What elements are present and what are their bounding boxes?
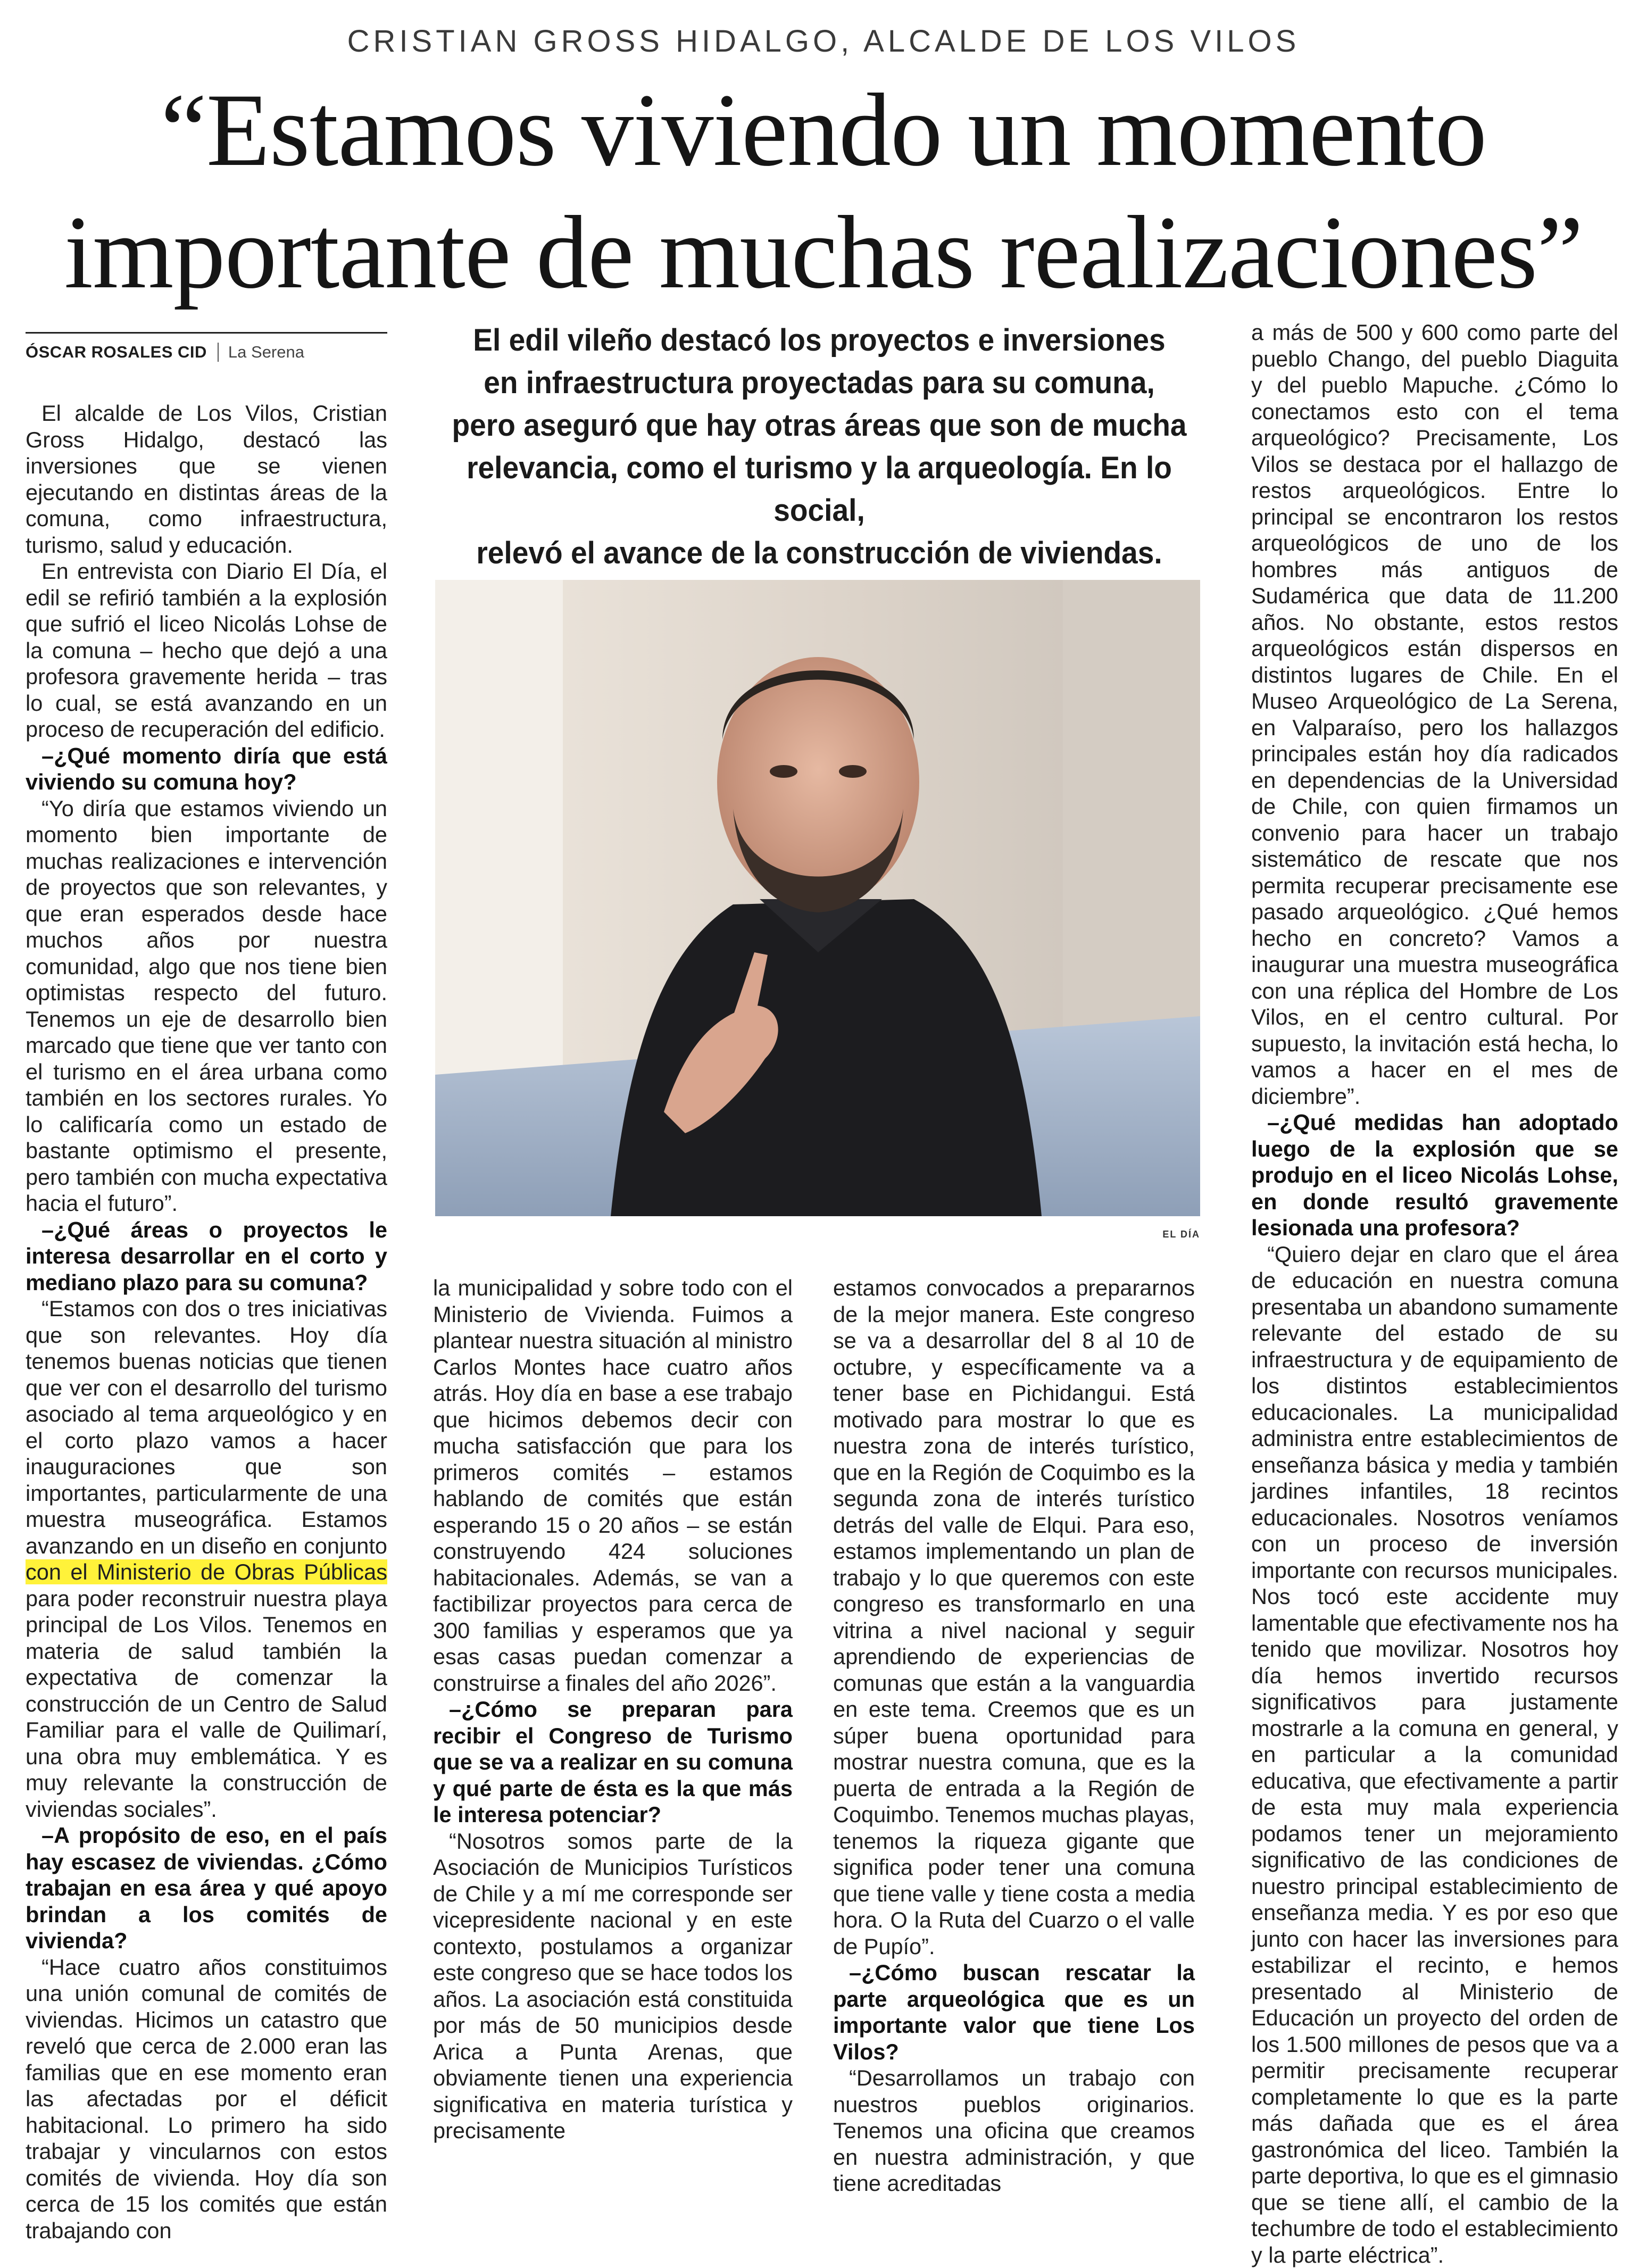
photo-illustration xyxy=(435,580,1200,1216)
lead-line: relevancia, como el turismo y la arqueología. En lo social, xyxy=(445,447,1193,532)
column-3 xyxy=(833,1275,1195,2197)
interview-question: –¿Qué áreas o proyectos le interesa desarrollar en el corto y mediano plazo para su comuna? xyxy=(26,1217,387,1296)
headline-line-1: “Estamos viviendo un momento xyxy=(21,69,1626,192)
byline xyxy=(26,332,387,363)
interview-answer-continued: a más de 500 y 600 como parte del pueblo Chango, del pueblo Diaguita y del pueblo Mapuche. ¿Cómo lo conectamos esto con el tema arqueológico? Precisamente, Los Vilos se destaca por el hallazgo de restos arqueológicos. Entre lo principal se encontraron los restos arqueológicos de uno de los hombres más antiguos de Sudamérica que data de 11.200 años. No obstante, estos restos arqueológicos están dispersos en distintos lugares de Chile. En el Museo Arqueológico de La Serena, en Valparaíso, pero los hallazgos principales están hoy día radicados en dependencias de la Universidad de Chile, con quien firmamos un convenio para hacer un trabajo sistemático de rescate que nos permita recuperar precisamente ese pasado arqueológico. ¿Qué hemos hecho en concreto? Vamos a inaugurar una muestra museográfica con una réplica del Hombre de Los Vilos, en el centro cultural. Por supuesto, la invitación está hecha, lo vamos a hacer en el mes de diciembre”. xyxy=(1251,319,1618,1109)
lead-line: relevó el avance de la construcción de viviendas. xyxy=(445,532,1193,575)
interview-answer: “Desarrollamos un trabajo con nuestros pueblos originarios. Tenemos una oficina que creamos en nuestra administración, y que tiene acreditadas xyxy=(833,2065,1195,2197)
lead-line: El edil vileño destacó los proyectos e inversiones xyxy=(445,319,1193,362)
interview-question: –¿Cómo se preparan para recibir el Congreso de Turismo que se va a realizar en su comuna y qué parte de ésta es la que más le interesa potenciar? xyxy=(433,1696,793,1828)
column-4 xyxy=(1251,319,1618,2268)
interview-answer: “Quiero dejar en claro que el área de educación en nuestra comuna presentaba un abandono sumamente relevante del estado de su infraestructura y de equipamiento de los distintos establecimientos educacionales. La municipalidad administra entre establecimientos de enseñanza básica y media y también jardines infantiles, 18 recintos educacionales. Nosotros veníamos con un proceso de inversión importante con recursos municipales. Nos tocó este accidente muy lamentable que efectivamente nos ha tenido que movilizar. Nosotros hoy día hemos invertido recursos significativos para justamente mostrarle a la comuna en general, y en particular a la comunidad educativa, que efectivamente a partir de esta muy mala experiencia podamos tener un mejoramiento significativo de las condiciones de nuestro principal establecimiento de enseñanza media. Y es por eso que junto con hacer las inversiones para estabilizar el recinto, e hemos presentado al Ministerio de Educación un proyecto del orden de los 1.500 millones de pesos que va a permitir precisamente recuperar completamente lo que es la parte más dañada que es el área gastronómica del liceo. También la parte deportiva, lo que es el gimnasio que se tiene allí, el cambio de la techumbre de todo el establecimiento y la parte eléctrica”. xyxy=(1251,1241,1618,2268)
interview-question: –¿Cómo buscan rescatar la parte arqueológica que es un importante valor que tiene Los Vilos? xyxy=(833,1959,1195,2065)
answer-text: para poder reconstruir nuestra playa principal de Los Vilos. Tenemos en materia de salud también la expectativa de comenzar la construcción de un Centro de Salud Familiar para el valle de Quilimarí, una obra muy emblemática. Y es muy relevante la construcción de viviendas sociales”. xyxy=(26,1586,387,1822)
highlighted-text: con el Ministerio de Obras Públicas xyxy=(26,1559,387,1584)
byline-author: ÓSCAR ROSALES CID xyxy=(26,343,219,362)
interview-question: –¿Qué momento diría que está viviendo su comuna hoy? xyxy=(26,743,387,795)
interview-photo xyxy=(435,580,1200,1216)
lead-line: pero aseguró que hay otras áreas que son de mucha xyxy=(445,404,1193,447)
interview-question: –¿Qué medidas han adoptado luego de la explosión que se produjo en el liceo Nicolás Lohse, en donde resultó gravemente lesionada una profesora? xyxy=(1251,1109,1618,1241)
lead-paragraph xyxy=(445,319,1193,575)
headline xyxy=(21,69,1626,314)
column-1 xyxy=(26,400,387,2244)
answer-text: “Estamos con dos o tres iniciativas que son relevantes. Hoy día tenemos buenas noticias que tienen que ver con el desarrollo del turismo asociado al tema arqueológico y en el corto plazo vamos a hacer inauguraciones que son importantes, particularmente de una muestra museográfica. Estamos avanzando en un diseño en conjunto xyxy=(26,1296,387,1558)
headline-line-2: importante de muchas realizaciones” xyxy=(21,192,1626,314)
interview-answer: “Hace cuatro años constituimos una unión comunal de comités de viviendas. Hicimos un catastro que reveló que cerca de 2.000 eran las familias que en ese momento eran las afectadas por el déficit habitacional. Lo primero ha sido trabajar y vincularnos con estos comités de vivienda. Hoy día son cerca de 15 los comités que están trabajando con xyxy=(26,1954,387,2244)
body-paragraph: El alcalde de Los Vilos, Cristian Gross Hidalgo, destacó las inversiones que se vienen ejecutando en distintas áreas de la comuna, como infraestructura, turismo, salud y educación. xyxy=(26,400,387,558)
interview-answer xyxy=(26,1295,387,1822)
kicker: CRISTIAN GROSS HIDALGO, ALCALDE DE LOS VILOS xyxy=(0,23,1647,59)
lead-line: en infraestructura proyectadas para su comuna, xyxy=(445,362,1193,404)
byline-city: La Serena xyxy=(219,343,304,362)
interview-answer-continued: estamos convocados a prepararnos de la mejor manera. Este congreso se va a desarrollar del 8 al 10 de octubre, y específicamente va a tener base en Pichidangui. Está motivado para mostrar lo que es nuestra zona de interés turístico, que en la Región de Coquimbo es la segunda zona de interés turístico detrás del valle de Elqui. Para eso, estamos implementando un plan de trabajo y lo que queremos con este congreso es transformarlo en una vitrina a nivel nacional y seguir aprendiendo de experiencias de comunas que están a la vanguardia en este tema. Creemos que es un súper buena oportunidad para mostrar nuestra comuna, que es la puerta de entrada a la Región de Coquimbo. Tenemos muchas playas, tenemos la riqueza gigante que significa poder tener una comuna que tiene valle y tiene costa a media hora. O la Ruta del Cuarzo o el valle de Pupío”. xyxy=(833,1275,1195,1959)
photo-credit: EL DÍA xyxy=(1144,1229,1200,1240)
body-paragraph: En entrevista con Diario El Día, el edil se refirió también a la explosión que sufrió el liceo Nicolás Lohse de la comuna – hecho que dejó a una profesora gravemente herida – tras lo cual, se está avanzando en un proceso de recuperación del edificio. xyxy=(26,558,387,743)
interview-answer-continued: la municipalidad y sobre todo con el Ministerio de Vivienda. Fuimos a plantear nuestra situación al ministro Carlos Montes hace cuatro años atrás. Hoy día en base a ese trabajo que hicimos debemos decir con mucha satisfacción que para los primeros comités – estamos hablando de comités que están esperando 15 o 20 años – se están construyendo 424 soluciones habitacionales. Además, se van a factibilizar proyectos para cerca de 300 familias y esperamos que ya esas casas puedan comenzar a construirse a finales del año 2026”. xyxy=(433,1275,793,1696)
interview-question: –A propósito de eso, en el país hay escasez de viviendas. ¿Cómo trabajan en esa área y qué apoyo brindan a los comités de vivienda? xyxy=(26,1822,387,1954)
column-2 xyxy=(433,1275,793,2144)
interview-answer: “Nosotros somos parte de la Asociación de Municipios Turísticos de Chile y a mí me corresponde ser vicepresidente nacional y en este contexto, postulamos a organizar este congreso que se hace todos los años. La asociación está constituida por más de 50 municipios desde Arica a Punta Arenas, que obviamente tienen una experiencia significativa en materia turística y precisamente xyxy=(433,1828,793,2144)
interview-answer: “Yo diría que estamos viviendo un momento bien importante de muchas realizaciones e intervención de proyectos que son relevantes, y que eran esperados desde hace muchos años por nuestra comunidad, algo que nos tiene bien optimistas respecto del futuro. Tenemos un eje de desarrollo bien marcado que tiene que ver tanto con el turismo en el área urbana como también en los sectores rurales. Yo lo calificaría como un estado de bastante optimismo el presente, pero también con mucha expectativa hacia el futuro”. xyxy=(26,795,387,1217)
